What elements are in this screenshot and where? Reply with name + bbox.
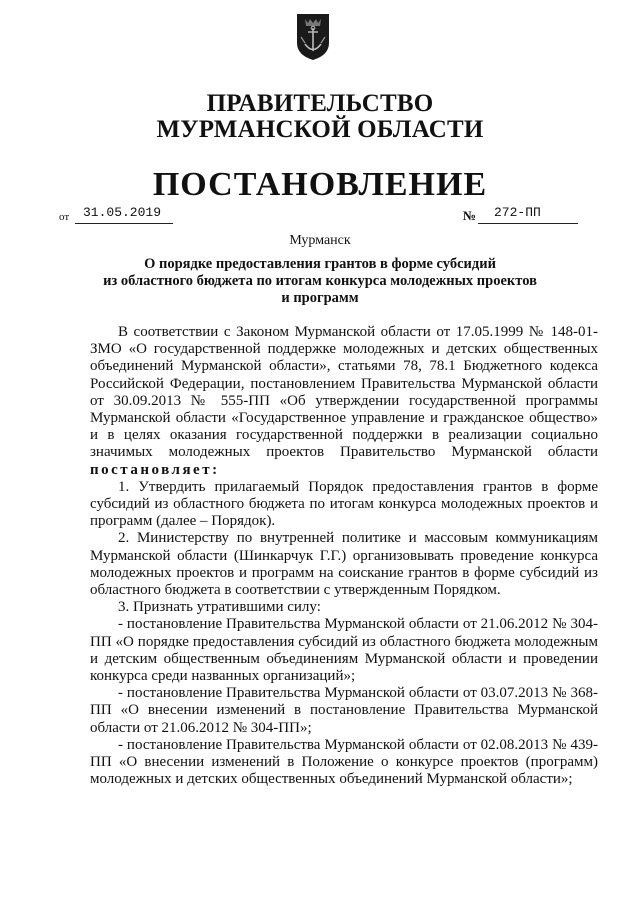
number-prefix: № bbox=[463, 208, 477, 223]
coat-of-arms-emblem bbox=[296, 13, 330, 61]
subject-line-1: О порядке предоставления грантов в форме субсидий bbox=[144, 256, 496, 272]
date-underline bbox=[75, 223, 173, 224]
document-date: 31.05.2019 bbox=[83, 205, 162, 220]
number-underline bbox=[478, 223, 578, 224]
item-3-paragraph: 3. Признать утратившими силу: bbox=[118, 599, 321, 616]
document-body bbox=[90, 324, 598, 788]
item-2-paragraph: 2. Министерству по внутренней политике и массовым коммуникациям Мурманской области (Шинкарчук Г.Г.) организовывать проведение конкурса молодежных проектов и программ на соискание грантов в форме субсидий из областного бюджета в соответствии с утвержденным Порядком. bbox=[90, 530, 598, 599]
government-title-line1: ПРАВИТЕЛЬСТВО bbox=[206, 90, 434, 117]
date-prefix: от bbox=[59, 211, 70, 223]
subject-line-3: и программ bbox=[281, 290, 359, 306]
resolves-word: постановляет: bbox=[90, 461, 220, 478]
repealed-item-2: - постановление Правительства Мурманской области от 03.07.2013 № 368-ПП «О внесении изменений в постановление Правительства Мурманской области от 21.06.2012 № 304-ПП»; bbox=[90, 685, 598, 736]
repealed-item-1: - постановление Правительства Мурманской области от 21.06.2012 № 304-ПП «О порядке предоставления субсидий из областного бюджета молодежным и детским общественным объединениям Мурманской области и проведении конкурса среди названных организаций»; bbox=[90, 616, 598, 685]
preamble-paragraph bbox=[90, 324, 598, 479]
city-name: Мурманск bbox=[289, 233, 351, 248]
government-title-line2: МУРМАНСКОЙ ОБЛАСТИ bbox=[156, 116, 484, 143]
subject-line-2: из областного бюджета по итогам конкурса молодежных проектов bbox=[103, 273, 537, 289]
document-subject bbox=[0, 256, 640, 307]
document-number: 272-ПП bbox=[494, 205, 541, 220]
item-1-paragraph: 1. Утвердить прилагаемый Порядок предоставления грантов в форме субсидий из областного бюджета по итогам конкурса молодежных проектов и программ (далее – Порядок). bbox=[90, 478, 598, 530]
document-type-title: ПОСТАНОВЛЕНИЕ bbox=[152, 166, 488, 203]
repealed-item-3: - постановление Правительства Мурманской области от 02.08.2013 № 439-ПП «О внесении изменений в Положение о конкурсе проектов (программ) молодежных и детских общественных объединений Мурманской области»; bbox=[90, 736, 598, 788]
preamble-text: В соответствии с Законом Мурманской области от 17.05.1999 № 148-01-ЗМО «О государственной поддержке молодежных и детских общественных объединений Мурманской области», статьями 78, 78.1 Бюджетного кодекса Российской Федерации, постановлением Правительства Мурманской области от 30.09.2013 № 555-ПП «Об утверждении государственной программы Мурманской области «Государственное управление и гражданское общество» и в целях оказания государственной поддержки в реализации социально значимых молодежных проектов Правительство Мурманской области bbox=[90, 324, 598, 461]
